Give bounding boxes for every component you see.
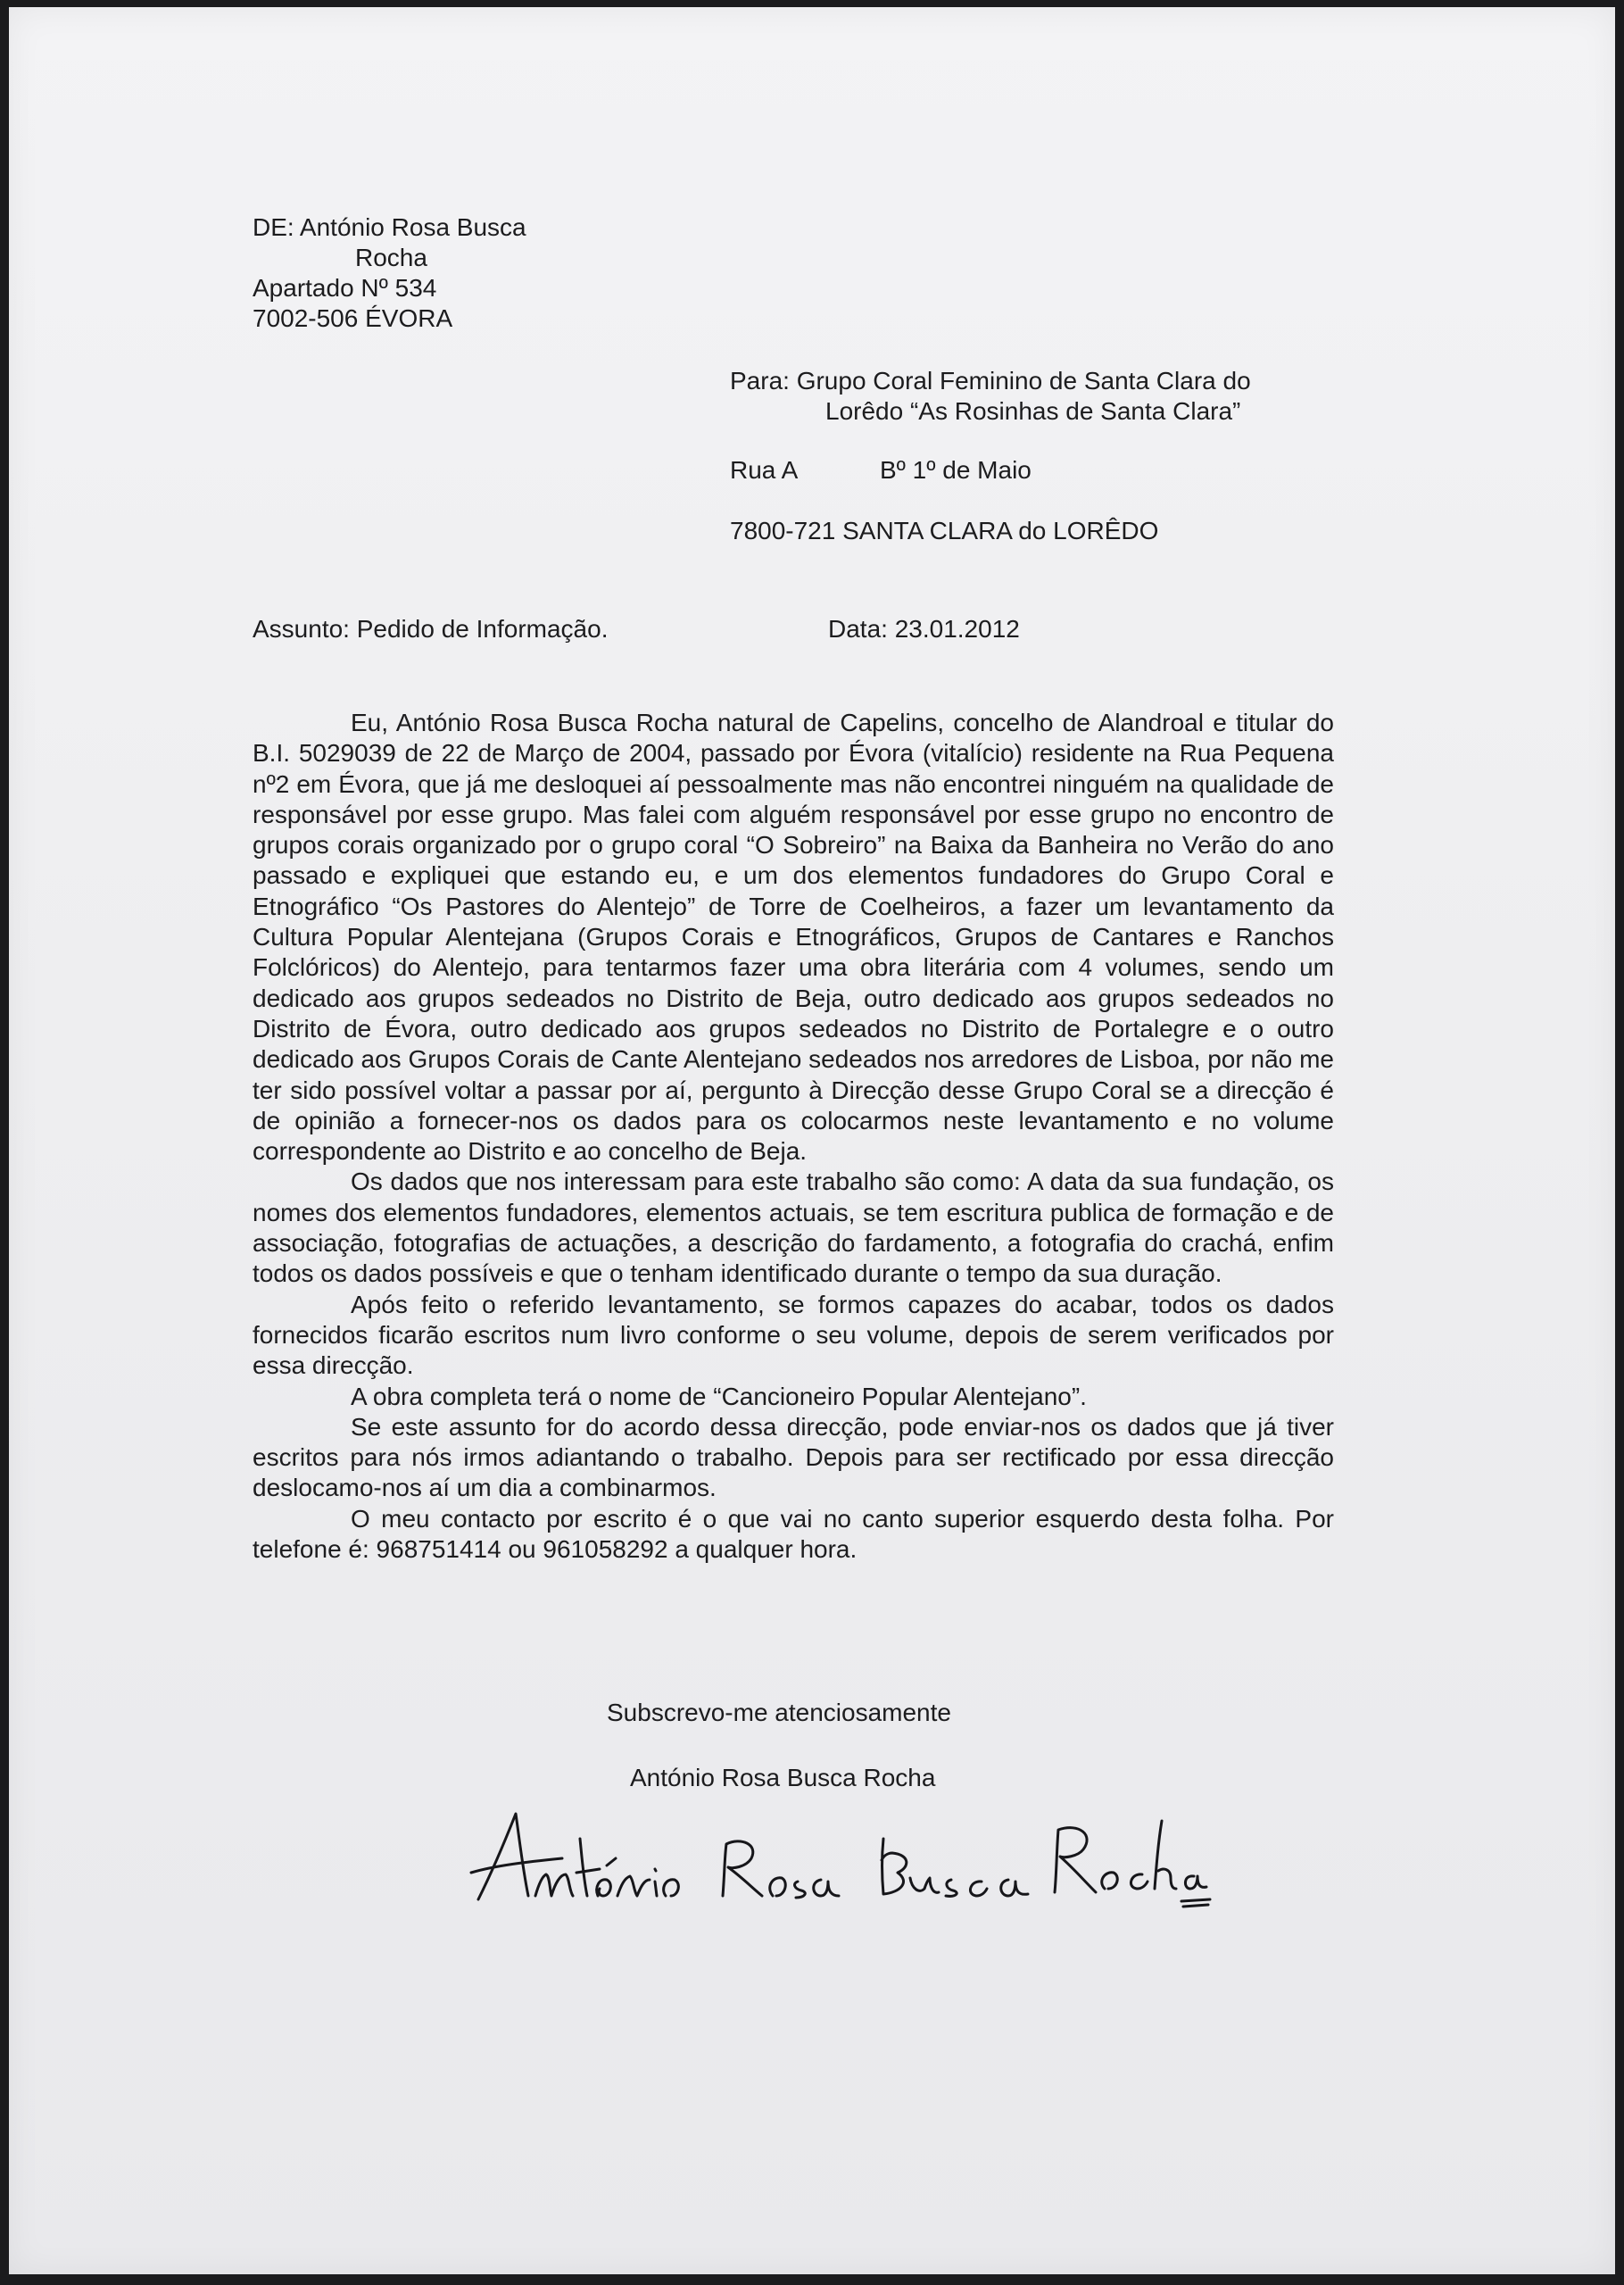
body-paragraph: Os dados que nos interessam para este trabalho são como: A data da sua fundação, os nomes dos elementos fundadores, elementos actuais, se tem escritura publica de formação e de associação, fotografias de actuações, a descrição do fardamento, a fotografia do crachá, enfim todos os dados possíveis e que o tenham identificado durante o tempo da sua duração. — [253, 1167, 1334, 1288]
recipient-block — [730, 366, 1372, 546]
body-paragraph: O meu contacto por escrito é o que vai no canto superior esquerdo desta folha. Por telefone é: 968751414 ou 961058292 a qualquer hora. — [253, 1504, 1334, 1564]
recipient-name-line: Para: Grupo Coral Feminino de Santa Clara do — [730, 367, 1251, 395]
date-line: Data: 23.01.2012 — [828, 615, 1020, 643]
subject-line: Assunto: Pedido de Informação. — [253, 615, 609, 643]
handwritten-signature — [464, 1803, 1214, 1910]
sender-block — [253, 212, 526, 334]
body-paragraph: Após feito o referido levantamento, se formos capazes do acabar, todos os dados fornecidos ficarão escritos num livro conforme o seu volume, depois de serem verificados por essa direcção. — [253, 1290, 1334, 1380]
recipient-name-continuation: Lorêdo “As Rosinhas de Santa Clara” — [825, 397, 1241, 425]
closing-salutation: Subscrevo-me atenciosamente — [607, 1699, 951, 1726]
sender-name-line: DE: António Rosa Busca — [253, 213, 526, 241]
recipient-postal-code: 7800-721 SANTA CLARA do LORÊDO — [730, 517, 1159, 544]
body-paragraph: Se este assunto for do acordo dessa direcção, pode enviar-nos os dados que já tiver escritos para nós irmos adiantando o trabalho. Depois para ser rectificado por essa direcção deslocamo-nos aí um dia a combinarmos. — [253, 1412, 1334, 1502]
recipient-address — [730, 455, 1372, 486]
body-paragraph: Eu, António Rosa Busca Rocha natural de Capelins, concelho de Alandroal e titular do B.I. 5029039 de 22 de Março de 2004, passado por Évora (vitalício) residente na Rua Pequena nº2 em Évora, que já me desloquei aí pessoalmente mas não encontrei ninguém na qualidade de responsável por esse grupo. Mas falei com alguém responsável por esse grupo no encontro de grupos corais organizado por o grupo coral “O Sobreiro” na Baixa da Banheira no Verão do ano passado e expliquei que estando eu, e um dos elementos fundadores do Grupo Coral e Etnográfico “Os Pastores do Alentejo” de Torre de Coelheiros, a fazer um levantamento da Cultura Popular Alentejana (Grupos Corais e Etnográficos, Grupos de Cantares e Ranchos Folclóricos) do Alentejo, para tentarmos fazer uma obra literária com 4 volumes, sendo um dedicado aos grupos sedeados no Distrito de Beja, outro dedicado aos grupos sedeados no Distrito de Évora, outro dedicado aos grupos sedeados no Distrito de Portalegre e o outro dedicado aos Grupos Corais de Cante Alentejano sedeados nos arredores de Lisboa, por não me ter sido possível voltar a passar por aí, pergunto à Direcção desse Grupo Coral se a direcção é de opinião a fornecer-nos os dados para os colocarmos neste levantamento e no volume correspondente ao Distrito e ao concelho de Beja. — [253, 709, 1334, 1166]
closing-name: António Rosa Busca Rocha — [630, 1764, 936, 1791]
letter-body — [253, 708, 1334, 1565]
sender-po-box: Apartado Nº 534 — [253, 274, 437, 302]
body-paragraph: A obra completa terá o nome de “Cancioneiro Popular Alentejano”. — [351, 1382, 1087, 1410]
sender-postal-code: 7002-506 ÉVORA — [253, 304, 453, 332]
sender-name-continuation: Rocha — [355, 244, 427, 271]
recipient-street: Rua A — [730, 456, 799, 484]
recipient-neighborhood: Bº 1º de Maio — [880, 456, 1032, 484]
